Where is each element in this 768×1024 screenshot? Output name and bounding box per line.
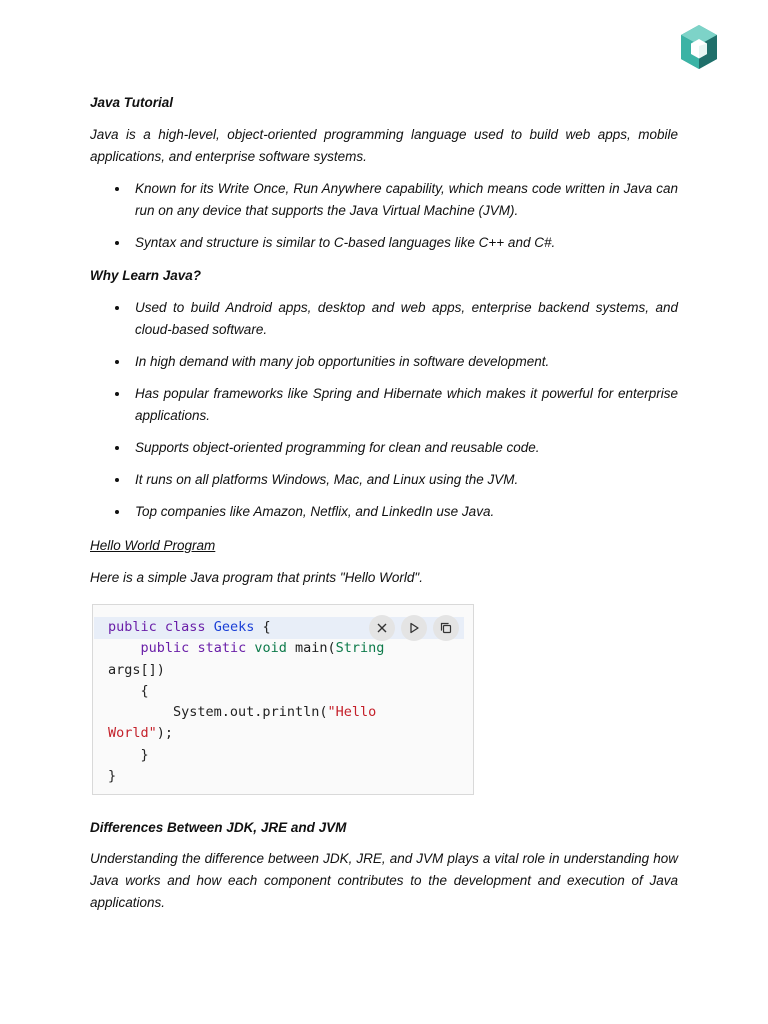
differences-paragraph: Understanding the difference between JDK, JRE, and JVM plays a vital role in understanding how Java works and how each component contributes to the development and execution of Java applications.: [90, 851, 678, 910]
play-icon: [408, 622, 420, 634]
code-token: }: [108, 768, 117, 785]
list-item: Has popular frameworks like Spring and Hibernate which makes it powerful for enterprise applications.: [90, 383, 678, 427]
why-bullet-list: [90, 297, 678, 523]
geeks-cube-logo-icon: [680, 24, 718, 70]
section-heading-why: Why Learn Java?: [90, 268, 202, 283]
run-button[interactable]: [401, 615, 427, 641]
code-toolbar: [369, 615, 459, 641]
hello-paragraph: Here is a simple Java program that prints "Hello World".: [90, 570, 423, 585]
code-token: class: [164, 619, 206, 635]
code-token: args[]): [108, 661, 165, 678]
code-token: Geeks: [213, 619, 255, 635]
code-token: static: [197, 640, 247, 657]
code-block: [92, 604, 474, 795]
section-heading-differences: Differences Between JDK, JRE and JVM: [90, 820, 347, 835]
list-item: Top companies like Amazon, Netflix, and LinkedIn use Java.: [90, 501, 678, 523]
close-icon: [376, 622, 388, 634]
code-token: );: [156, 725, 174, 742]
list-item: Known for its Write Once, Run Anywhere capability, which means code written in Java can run on any device that supports the Java Virtual Machine (JVM).: [90, 178, 678, 222]
list-item: In high demand with many job opportunities in software development.: [90, 351, 678, 373]
code-token: {: [262, 619, 271, 635]
close-button[interactable]: [369, 615, 395, 641]
code-token: public: [140, 640, 190, 657]
code-text: [108, 617, 384, 787]
copy-icon: [440, 622, 452, 634]
code-token: System.out.println(: [173, 704, 328, 721]
intro-paragraph: Java is a high-level, object-oriented programming language used to build web apps, mobile applications, and enterprise software systems.: [90, 127, 678, 164]
code-token: "Hello: [327, 704, 377, 721]
list-item: It runs on all platforms Windows, Mac, and Linux using the JVM.: [90, 469, 678, 491]
code-token: public: [108, 619, 157, 635]
code-token: String: [335, 640, 385, 657]
code-token: {: [140, 682, 149, 699]
list-item: Supports object-oriented programming for clean and reusable code.: [90, 437, 678, 459]
code-token: World": [108, 725, 157, 742]
section-heading-hello: Hello World Program: [90, 538, 216, 553]
page-title: Java Tutorial: [90, 95, 174, 110]
code-token: void: [254, 640, 287, 657]
list-item: Syntax and structure is similar to C-based languages like C++ and C#.: [90, 232, 678, 254]
code-token: }: [140, 746, 149, 763]
list-item: Used to build Android apps, desktop and web apps, enterprise backend systems, and cloud-based software.: [90, 297, 678, 341]
copy-button[interactable]: [433, 615, 459, 641]
intro-bullet-list: [90, 178, 678, 254]
code-token: main(: [295, 640, 336, 657]
